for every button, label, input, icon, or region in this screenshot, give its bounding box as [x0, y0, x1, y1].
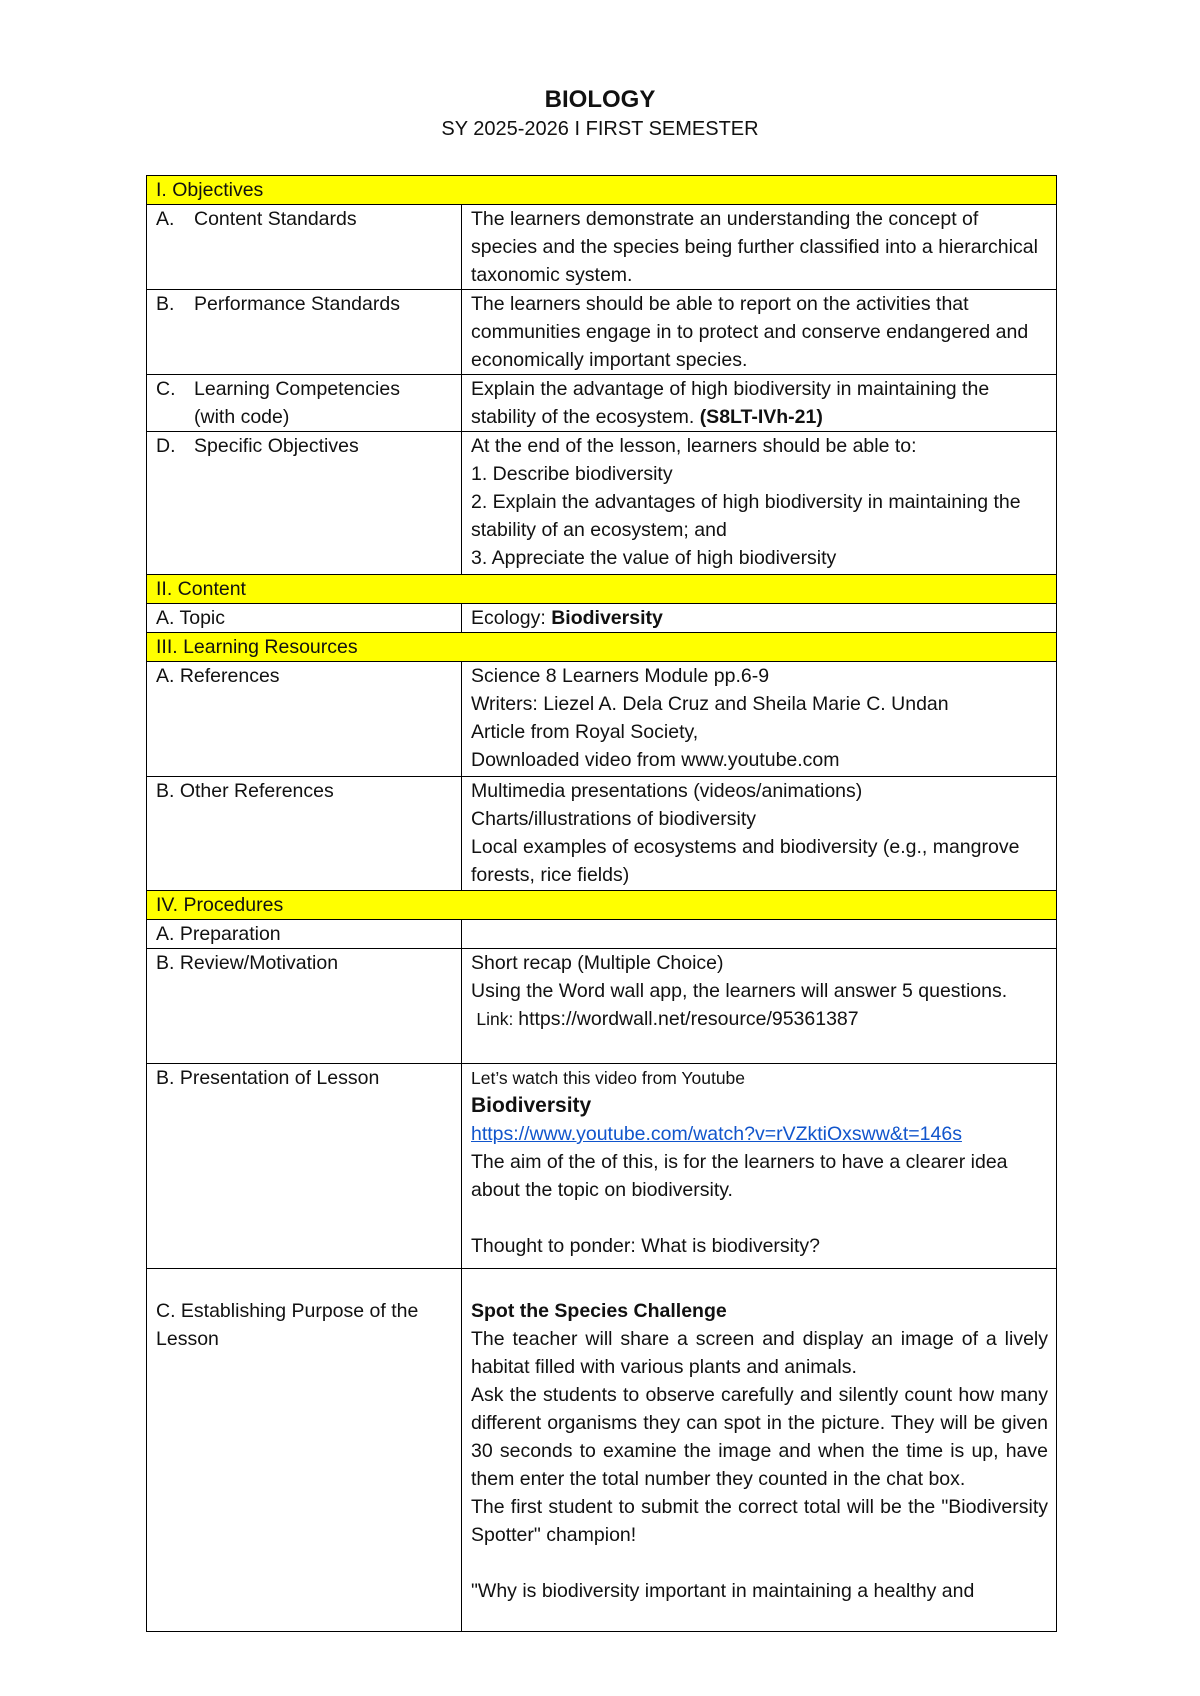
list-item: At the end of the lesson, learners should be able to: [471, 435, 917, 457]
wordwall-link[interactable]: https://wordwall.net/resource/95361387 [518, 1008, 859, 1030]
row-label-purpose: C. Establishing Purpose of the Lesson [147, 1269, 462, 1632]
row-label-other-references: B. Other References [147, 777, 462, 891]
document-title: BIOLOGY [544, 86, 656, 113]
table-row [147, 1269, 1057, 1632]
section-row-procedures [147, 891, 1057, 920]
row-value-presentation: Let’s watch this video from Youtube Biodiversity https://www.youtube.com/watch?v=rVZktiOxsww&t=146s The aim of the of this, is for the learners to have a clearer idea about the topic on biodiversity. Thought to ponder: What is biodiversity? [462, 1064, 1057, 1269]
lesson-plan-table [146, 175, 1057, 1632]
competency-code: (S8LT-IVh-21) [699, 406, 823, 428]
table-row [147, 777, 1057, 891]
row-label-specific-objectives: D. Specific Objectives [147, 432, 462, 575]
table-row [147, 205, 1057, 290]
list-item: Downloaded video from www.youtube.com [471, 749, 840, 771]
row-value-content-standards: The learners demonstrate an understanding the concept of species and the species being further classified into a hierarchical taxonomic system. [462, 205, 1057, 290]
table-row [147, 920, 1057, 949]
table-row [147, 604, 1057, 633]
activity-title: Spot the Species Challenge [471, 1300, 727, 1322]
row-value-review: Short recap (Multiple Choice) Using the Word wall app, the learners will answer 5 questions. Link: https://wordwall.net/resource/95361387 [462, 949, 1057, 1064]
row-value-references [462, 662, 1057, 777]
section-heading-content: II. Content [147, 575, 1057, 604]
row-label-learning-competencies: C. Learning Competencies (with code) [147, 375, 462, 432]
list-item: 1. Describe biodiversity [471, 463, 673, 485]
section-heading-objectives: I. Objectives [147, 176, 1057, 205]
row-value-learning-competencies: Explain the advantage of high biodiversity in maintaining the stability of the ecosystem. (S8LT-IVh-21) [462, 375, 1057, 432]
row-value-preparation [462, 920, 1057, 949]
row-label-content-standards: A. Content Standards [147, 205, 462, 290]
row-value-topic: Ecology: Biodiversity [462, 604, 1057, 633]
list-item: Charts/illustrations of biodiversity [471, 808, 757, 830]
list-item: Article from Royal Society, [471, 721, 699, 743]
row-label-review: B. Review/Motivation [147, 949, 462, 1064]
table-row [147, 375, 1057, 432]
document-subtitle: SY 2025-2026 I FIRST SEMESTER [441, 118, 759, 140]
table-row [147, 662, 1057, 777]
section-row-resources [147, 633, 1057, 662]
list-item: Writers: Liezel A. Dela Cruz and Sheila Marie C. Undan [471, 693, 949, 715]
row-label-presentation: B. Presentation of Lesson [147, 1064, 462, 1269]
section-row-objectives [147, 176, 1057, 205]
list-item: 3. Appreciate the value of high biodiversity [471, 547, 837, 569]
row-value-specific-objectives [462, 432, 1057, 575]
row-value-purpose: Spot the Species Challenge The teacher will share a screen and display an image of a lively habitat filled with various plants and animals. Ask the students to observe carefully and silently count how many different organisms they can spot in the picture. They will be given 30 seconds to examine the image and when the time is up, have them enter the total number they counted in the chat box. The first student to submit the correct total will be the "Biodiversity Spotter" champion! "Why is biodiversity important in maintaining a healthy and [462, 1269, 1057, 1632]
youtube-link[interactable]: https://www.youtube.com/watch?v=rVZktiOxsww&t=146s [471, 1123, 962, 1145]
row-label-performance-standards: B. Performance Standards [147, 290, 462, 375]
table-row [147, 432, 1057, 575]
list-item: Science 8 Learners Module pp.6-9 [471, 665, 770, 687]
row-value-performance-standards: The learners should be able to report on the activities that communities engage in to protect and conserve endangered and economically important species. [462, 290, 1057, 375]
table-row [147, 949, 1057, 1064]
video-title: Biodiversity [471, 1094, 592, 1117]
section-heading-resources: III. Learning Resources [147, 633, 1057, 662]
row-label-references: A. References [147, 662, 462, 777]
list-item: Local examples of ecosystems and biodiversity (e.g., mangrove forests, rice fields) [471, 836, 1020, 886]
row-value-other-references [462, 777, 1057, 891]
row-label-topic: A. Topic [147, 604, 462, 633]
list-item: 2. Explain the advantages of high biodiversity in maintaining the stability of an ecosystem; and [471, 491, 1021, 541]
table-row [147, 290, 1057, 375]
section-row-content [147, 575, 1057, 604]
section-heading-procedures: IV. Procedures [147, 891, 1057, 920]
list-item: Multimedia presentations (videos/animations) [471, 780, 863, 802]
table-row [147, 1064, 1057, 1269]
row-label-preparation: A. Preparation [147, 920, 462, 949]
